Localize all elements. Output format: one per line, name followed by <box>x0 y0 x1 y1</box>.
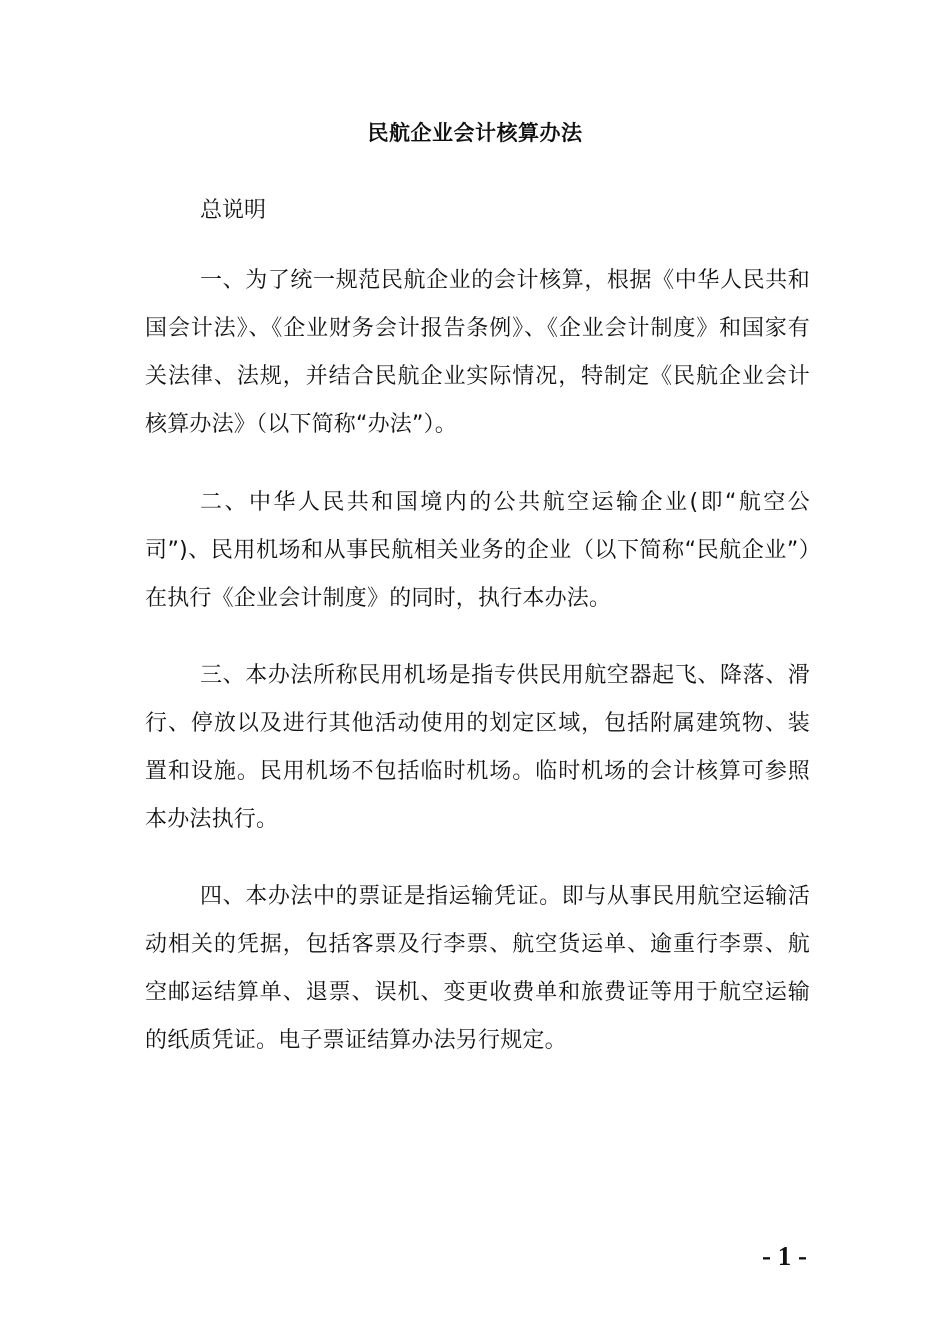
paragraph-2: 二、中华人民共和国境内的公共航空运输企业(即“航空公司”)、民用机场和从事民航相关业务的企业（以下简称“民航企业”）在执行《企业会计制度》的同时，执行本办法。 <box>145 490 810 611</box>
section-heading: 总说明 <box>200 198 267 223</box>
document-title: 民航企业会计核算办法 <box>367 121 583 145</box>
paragraph-4: 四、本办法中的票证是指运输凭证。即与从事民用航空运输活动相关的凭据，包括客票及行李票、航空货运单、逾重行李票、航空邮运结算单、退票、误机、变更收费单和旅费证等用于航空运输的纸质凭证。电子票证结算办法另行规定。 <box>145 884 810 1053</box>
page-number: - 1 - <box>762 1241 807 1271</box>
paragraph-1: 一、为了统一规范民航企业的会计核算，根据《中华人民共和国会计法》、《企业财务会计报告条例》、《企业会计制度》和国家有关法律、法规，并结合民航企业实际情况，特制定《民航企业会计核算办法》（以下简称“办法”）。 <box>145 268 810 437</box>
paragraph-3: 三、本办法所称民用机场是指专供民用航空器起飞、降落、滑行、停放以及进行其他活动使用的划定区域，包括附属建筑物、装置和设施。民用机场不包括临时机场。临时机场的会计核算可参照本办法执行。 <box>145 663 810 832</box>
